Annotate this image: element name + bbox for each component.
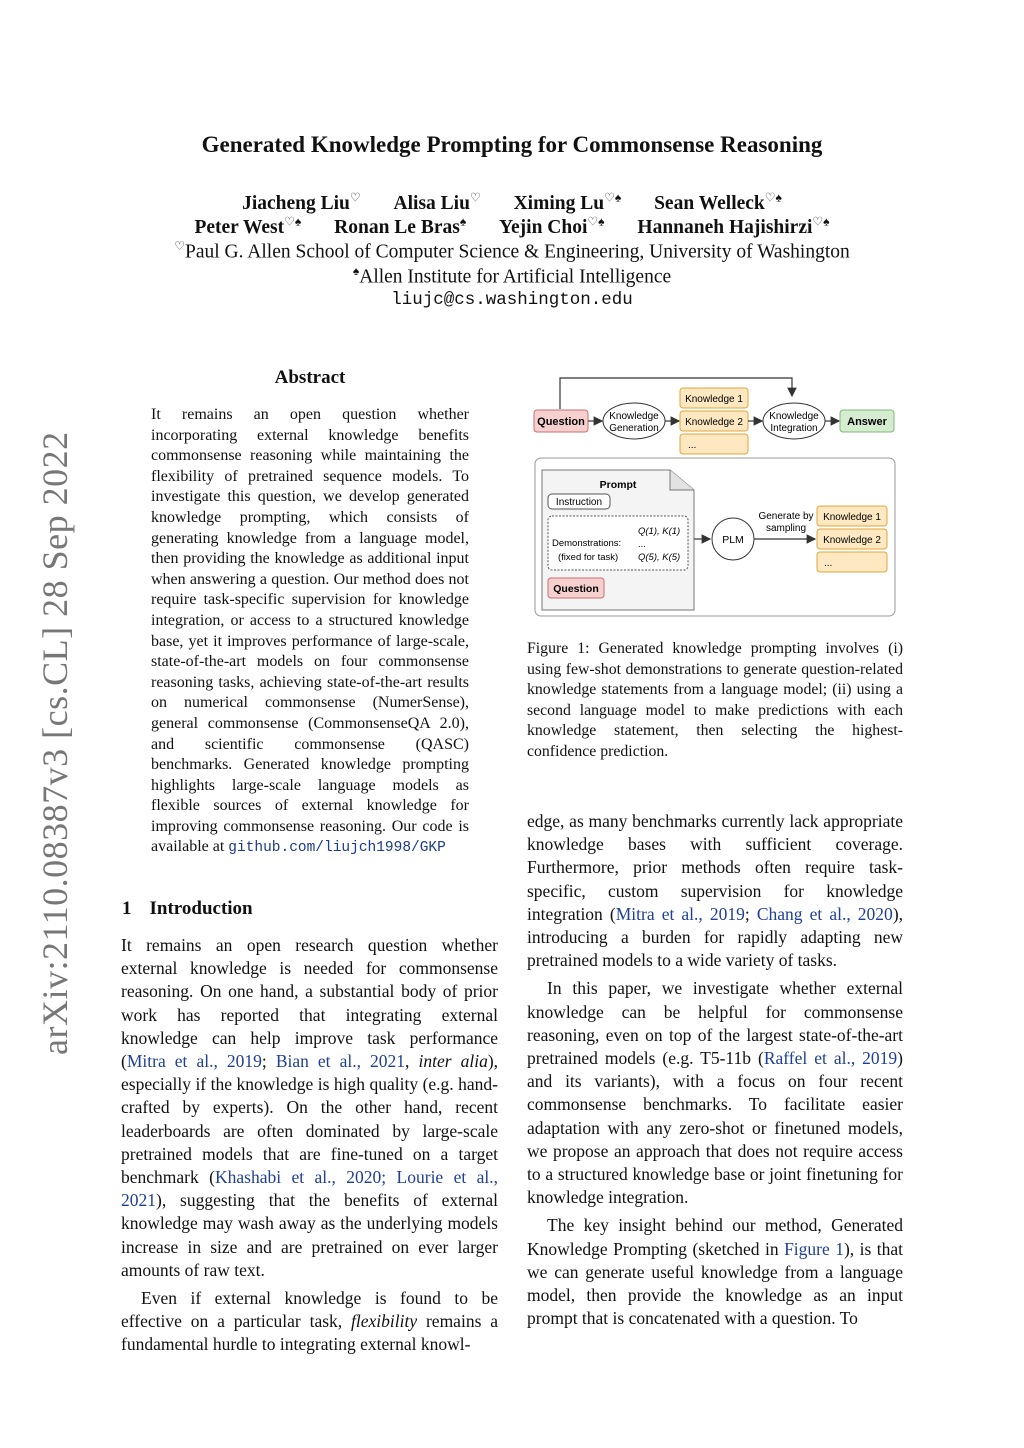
citation-link[interactable]: Bian et al., 2021 xyxy=(275,1051,406,1072)
prompt-question-label: Question xyxy=(553,583,599,595)
instruction-label: Instruction xyxy=(555,497,603,508)
author-row-2 xyxy=(0,214,1024,239)
sampling-label: sampling xyxy=(765,523,807,534)
affiliation-uw: ♡Paul G. Allen School of Computer Science & Engineering, University of Washington xyxy=(174,239,850,263)
sampling-label: Generate by xyxy=(758,511,814,522)
paragraph: Even if external knowledge is found to be effective on a particular task, flexibility remains a fundamental hurdle to integrating external knowl- xyxy=(121,1288,498,1355)
demo-pair-1: Q(1), K(1) xyxy=(638,526,681,537)
generated-knowledge-1-label: Knowledge 1 xyxy=(823,512,881,523)
paragraph: edge, as many benchmarks currently lack appropriate knowledge bases with sufficient coverage. Furthermore, prior methods often require task-specific, custom supervision for knowledge integration (Mitra et al., 2019; Chang et al., 2020), introducing a burden for rapidly adapting new pretrained models to a wide variety of tasks. xyxy=(527,811,904,971)
author: Sean Welleck♡♠ xyxy=(654,190,782,214)
knowledge-2-label: Knowledge 2 xyxy=(685,417,743,428)
figure-reference-link[interactable]: Figure 1 xyxy=(784,1238,844,1259)
affiliation-ai2: ♠Allen Institute for Artificial Intelligence xyxy=(352,264,672,288)
author: Hannaneh Hajishirzi♡♠ xyxy=(637,214,830,238)
citation-link[interactable]: Mitra et al., 2019 xyxy=(615,903,745,924)
paragraph: The key insight behind our method, Generated Knowledge Prompting (sketched in Figure 1), is that we can generate useful knowledge from a language model, then provide the knowledge as an input prompt that is concatenated with a question. To xyxy=(527,1215,903,1329)
demonstrations-label: Demonstrations: xyxy=(552,538,622,549)
author: Alisa Liu♡ xyxy=(393,190,481,214)
figure-1-caption: Figure 1: Generated knowledge prompting involves (i) using few-shot demonstrations to generate question-related knowledge statements from a language model; (ii) using a second language model to make predictions with each knowledge statement, then selecting the highest-confidence prediction. xyxy=(527,640,903,760)
knowledge-more-label: ... xyxy=(688,440,697,451)
author: Ronan Le Bras♠ xyxy=(334,214,467,238)
knowledge-integration-label: Integration xyxy=(770,423,818,434)
demo-ellipsis: ... xyxy=(638,539,646,550)
bypass-arrow xyxy=(560,378,792,409)
abstract-heading: Abstract xyxy=(274,367,346,388)
paper-title: Generated Knowledge Prompting for Commonsense Reasoning xyxy=(201,132,823,157)
abstract-body: It remains an open question whether incorporating external knowledge benefits commonsense reasoning while maintaining the flexibility of pretrained sequence models. To investigate this question, we develop generated knowledge prompting, which consists of generating knowledge from a language model, then providing the knowledge as additional input when answering a question. Our method does not require task-specific supervision for knowledge integration, or access to a structured knowledge base, yet it improves performance of large-scale, state-of-the-art models on four commonsense reasoning tasks, achieving state-of-the-art results on numerical commonsense (NumerSense), general commonsense (CommonsenseQA 2.0), and scientific commonsense (QASC) benchmarks. Generated knowledge prompting highlights large-scale language models as flexible sources of external knowledge for improving commonsense reasoning. Our code is available at github.com/liujch1998/GKP xyxy=(151,406,469,857)
plm-label: PLM xyxy=(722,534,744,546)
demo-pair-5: Q(5), K(5) xyxy=(638,552,681,563)
paragraph: In this paper, we investigate whether external knowledge can be helpful for commonsense reasoning, even on top of the largest state-of-the-art pretrained models (e.g. T5-11b (Raffel et al., 2019) and its variants), with a focus on four recent commonsense benchmarks. To facilitate easier adaptation with any zero-shot or finetuned models, we propose an approach that does not require access to a structured knowledge base or joint finetuning for knowledge integration. xyxy=(527,978,903,1208)
arxiv-identifier: arXiv:2110.08387v3 [cs.CL] 28 Sep 2022 xyxy=(35,431,75,1055)
demonstrations-label: (fixed for task) xyxy=(558,552,619,563)
knowledge-generation-label: Generation xyxy=(609,423,659,434)
author-email: liujc@cs.washington.edu xyxy=(391,290,633,310)
generated-knowledge-more-label: ... xyxy=(824,558,833,569)
prompt-label: Prompt xyxy=(599,479,637,491)
citation-link[interactable]: Raffel et al., 2019 xyxy=(763,1048,898,1069)
section-heading-introduction: 1 Introduction xyxy=(122,898,253,919)
knowledge-generation-label: Knowledge xyxy=(609,411,659,422)
author: Peter West♡♠ xyxy=(194,214,302,238)
paragraph: It remains an open research question whether external knowledge is needed for commonsense reasoning. On one hand, a substantial body of prior work has reported that integrating external knowledge can help improve task performance (Mitra et al., 2019; Bian et al., 2021, inter alia), especially if the knowledge is high quality (e.g. hand-crafted by experts). On the other hand, recent leaderboards are often dominated by large-scale pretrained models that are fine-tuned on a target benchmark (Khashabi et al., 2020; Lourie et al., 2021), suggesting that the benefits of external knowledge may wash away as the underlying models increase in size and are pretrained on ever larger amounts of raw text. xyxy=(121,935,499,1280)
right-column-text xyxy=(527,810,903,1335)
question-label: Question xyxy=(537,416,585,428)
left-column-text xyxy=(121,934,498,1362)
code-link[interactable]: github.com/liujch1998/GKP xyxy=(228,840,446,857)
author: Jiacheng Liu♡ xyxy=(242,190,361,214)
figure-1-diagram xyxy=(530,372,900,622)
knowledge-integration-label: Knowledge xyxy=(769,411,819,422)
author-row-1 xyxy=(0,190,1024,215)
citation-link[interactable]: Mitra et al., 2019 xyxy=(126,1051,262,1072)
author: Yejin Choi♡♠ xyxy=(499,214,605,238)
citation-link[interactable]: Chang et al., 2020 xyxy=(756,903,893,924)
author: Ximing Lu♡♠ xyxy=(513,190,622,214)
answer-label: Answer xyxy=(847,416,887,428)
generated-knowledge-2-label: Knowledge 2 xyxy=(823,535,881,546)
knowledge-1-label: Knowledge 1 xyxy=(685,394,743,405)
citation-link[interactable]: Khashabi et al., 2020; Lourie et al., 2021 xyxy=(121,1167,499,1211)
